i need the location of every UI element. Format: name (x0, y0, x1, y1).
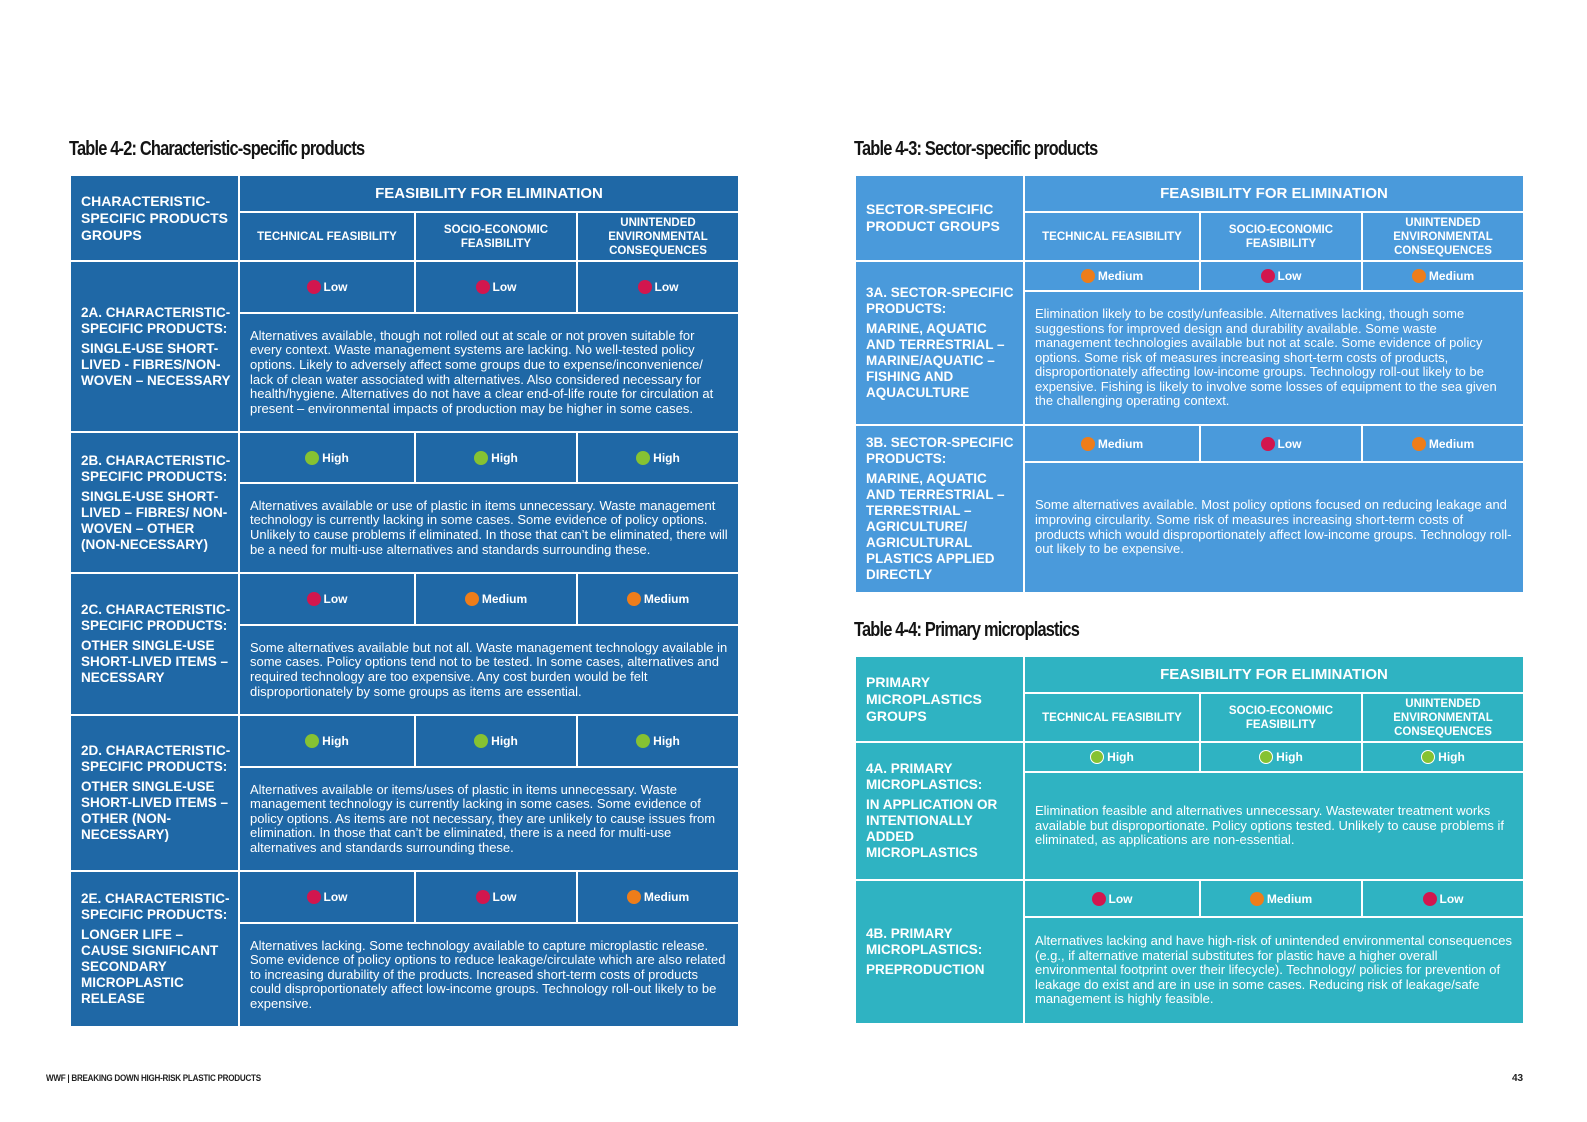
rating-label: Medium (1097, 269, 1144, 283)
table-4-2-caption: Table 4-2: Characteristic-specific products (69, 138, 365, 160)
row-title: 2C. CHARACTERISTIC-SPECIFIC PRODUCTS: (81, 602, 231, 633)
table-4-2 (69, 174, 740, 1028)
rating-label: Low (1277, 269, 1302, 283)
row-title: 4A. PRIMARY MICROPLASTICS: (866, 761, 983, 792)
table-4-4-caption: Table 4-4: Primary microplastics (854, 619, 1080, 641)
rating-socio-economic (415, 261, 577, 313)
rating-unintended (577, 261, 739, 313)
col-header-technical: TECHNICAL FEASIBILITY (239, 212, 415, 261)
rating-label: Medium (1266, 891, 1313, 906)
rating-label: High (322, 450, 349, 465)
table-4-4 (854, 655, 1525, 1025)
rating-label: Low (323, 280, 348, 294)
rating-socio-economic (415, 715, 577, 767)
rating-technical (1024, 742, 1200, 772)
rating-unintended (577, 871, 739, 923)
table-4-3-caption: Table 4-3: Sector-specific products (854, 138, 1098, 160)
rating-label: High (1107, 750, 1134, 764)
rating-socio-economic (415, 871, 577, 923)
row-description: Alternatives lacking. Some technology available to capture microplastic release. Some evidence of policy options to reduce leakage/circulate which are also related to increasing durability of the products. Increased short-term costs of products could disproportionately affect low-income groups. Technology roll-out likely to be expensive. (239, 923, 739, 1027)
row-subtitle: MARINE, AQUATIC AND TERRESTRIAL – TERRESTRIAL – AGRICULTURE/ AGRICULTURAL PLASTICS APPLIED DIRECTLY (866, 471, 1005, 582)
rating-label: High (1438, 750, 1465, 764)
feasibility-header: FEASIBILITY FOR ELIMINATION (239, 175, 739, 212)
row-header-2a (70, 261, 239, 432)
rating-label: Medium (643, 592, 690, 606)
medium-dot-icon (627, 890, 641, 904)
rating-label: Low (1439, 891, 1464, 906)
row-subtitle: OTHER SINGLE-USE SHORT-LIVED ITEMS – NECESSARY (81, 638, 229, 685)
row-subtitle: PREPRODUCTION (866, 962, 985, 977)
rating-label: Medium (643, 890, 690, 904)
rating-socio-economic (415, 432, 577, 483)
row-subtitle: MARINE, AQUATIC AND TERRESTRIAL – MARINE/AQUATIC – FISHING AND AQUACULTURE (866, 321, 1005, 400)
medium-dot-icon (1081, 437, 1095, 451)
low-dot-icon (638, 280, 652, 294)
rating-label: High (653, 450, 680, 465)
row-description: Some alternatives available. Most policy options focused on reducing leakage and improving circularity. Some risk of measures increasing short-term costs of products which would disproportionately affect low-income groups. Technology roll-out likely to be expensive. (1024, 462, 1524, 593)
row-header-2c (70, 573, 239, 715)
col-header-technical: TECHNICAL FEASIBILITY (1024, 212, 1200, 261)
medium-dot-icon (1250, 892, 1264, 906)
low-dot-icon (307, 592, 321, 606)
row-header-4b (855, 880, 1024, 1024)
rating-technical (239, 715, 415, 767)
low-dot-icon (476, 890, 490, 904)
col-header-unintended: UNINTENDED ENVIRONMENTAL CONSEQUENCES (1362, 212, 1524, 261)
rating-unintended (577, 573, 739, 625)
row-title: 3A. SECTOR-SPECIFIC PRODUCTS: (866, 285, 1014, 316)
row-subtitle: LONGER LIFE – CAUSE SIGNIFICANT SECONDARY MICROPLASTIC RELEASE (81, 927, 219, 1006)
rating-label: Medium (1428, 269, 1475, 283)
low-dot-icon (307, 280, 321, 294)
col-header-unintended: UNINTENDED ENVIRONMENTAL CONSEQUENCES (1362, 693, 1524, 742)
rating-label: Medium (481, 592, 528, 606)
row-header-3b (855, 425, 1024, 593)
low-dot-icon (1423, 892, 1437, 906)
row-description: Alternatives lacking and have high-risk of unintended environmental consequences (e.g., if alternative material substitutes for plastic have a higher overall environmental footprint over their lifecycle). Technology/ policies for prevention of leakage do exist and are in use in some cases. Reducing risk of leakage/safe management is highly feasible. (1024, 917, 1524, 1024)
rating-technical (239, 432, 415, 483)
rating-socio-economic (1200, 261, 1362, 291)
high-dot-icon (636, 734, 650, 748)
group-header: PRIMARY MICROPLASTICS GROUPS (855, 656, 1024, 742)
rating-unintended (1362, 742, 1524, 772)
row-title: 2A. CHARACTERISTIC-SPECIFIC PRODUCTS: (81, 304, 231, 336)
row-description: Alternatives available, though not rolled out at scale or not proven suitable for every context. Waste management systems are lacking. No well-tested policy options. Likely to adversely affect some groups due to expense/inconvenience/ lack of clean water associated with alternatives. Also considered necessary for health/hygiene. Alternatives do not have a clear end-of-life route for circulation at present – environmental impacts of production may be higher in some cases. (239, 313, 739, 432)
footer-publication-title: WWF | BREAKING DOWN HIGH-RISK PLASTIC PRODUCTS (46, 1073, 261, 1084)
feasibility-header: FEASIBILITY FOR ELIMINATION (1024, 175, 1524, 212)
row-subtitle: SINGLE-USE SHORT-LIVED - FIBRES/NON-WOVEN – NECESSARY (81, 340, 231, 388)
row-header-4a (855, 742, 1024, 880)
rating-technical (239, 573, 415, 625)
rating-technical (239, 871, 415, 923)
row-title: 4B. PRIMARY MICROPLASTICS: (866, 926, 983, 957)
col-header-socio-economic: SOCIO-ECONOMIC FEASIBILITY (1200, 693, 1362, 742)
rating-label: Low (1108, 891, 1133, 906)
medium-dot-icon (1412, 437, 1426, 451)
high-dot-icon (1090, 750, 1104, 764)
row-title: 2E. CHARACTERISTIC-SPECIFIC PRODUCTS: (81, 891, 230, 922)
high-dot-icon (474, 451, 488, 465)
medium-dot-icon (1412, 269, 1426, 283)
low-dot-icon (1261, 437, 1275, 451)
col-header-technical: TECHNICAL FEASIBILITY (1024, 693, 1200, 742)
low-dot-icon (1092, 892, 1106, 906)
rating-socio-economic (415, 573, 577, 625)
rating-label: Low (654, 280, 679, 294)
rating-label: Low (323, 890, 348, 904)
rating-unintended (1362, 880, 1524, 917)
high-dot-icon (305, 734, 319, 748)
high-dot-icon (474, 734, 488, 748)
rating-label: High (491, 450, 518, 465)
col-header-unintended: UNINTENDED ENVIRONMENTAL CONSEQUENCES (577, 212, 739, 261)
rating-socio-economic (1200, 742, 1362, 772)
row-description: Elimination feasible and alternatives unnecessary. Wastewater treatment works available but disproportionate. Policy options tested. Unlikely to cause problems if eliminated, as applications are non-essential. (1024, 772, 1524, 880)
rating-label: Medium (1097, 436, 1144, 451)
rating-technical (1024, 261, 1200, 291)
row-description: Elimination likely to be costly/unfeasible. Alternatives lacking, though some suggestions for improved design and durability available. Some waste management technologies available but not at scale. Some evidence of policy options. Some risk of measures increasing short-term costs of products, disproportionately affecting low-income groups. Technology roll-out likely to be expensive. Fishing is likely to involve some losses of equipment to the sea given the challenging operating context. (1024, 291, 1524, 425)
high-dot-icon (636, 451, 650, 465)
row-header-2b (70, 432, 239, 573)
row-description: Alternatives available or use of plastic in items unnecessary. Waste management technology is currently lacking in some cases. Some evidence of policy options. Unlikely to cause problems if eliminated. In those that can’t be eliminated, there will be a need for multi-use alternatives and standards surrounding these. (239, 483, 739, 573)
col-header-socio-economic: SOCIO-ECONOMIC FEASIBILITY (415, 212, 577, 261)
low-dot-icon (1261, 269, 1275, 283)
row-subtitle: IN APPLICATION OR INTENTIONALLY ADDED MICROPLASTICS (866, 797, 998, 860)
rating-label: High (491, 734, 518, 748)
group-header: SECTOR-SPECIFIC PRODUCT GROUPS (855, 175, 1024, 261)
rating-label: Low (1277, 436, 1302, 451)
low-dot-icon (307, 890, 321, 904)
row-description: Some alternatives available but not all. Waste management technology available in some cases. Policy options tend not to be tested. In some cases, alternatives and required technology are too expensive. Any cost burden would be felt disproportionately by some groups as items are essential. (239, 625, 739, 715)
medium-dot-icon (1081, 269, 1095, 283)
rating-unintended (577, 432, 739, 483)
row-header-2d (70, 715, 239, 871)
rating-technical (239, 261, 415, 313)
row-title: 2D. CHARACTERISTIC-SPECIFIC PRODUCTS: (81, 743, 231, 774)
rating-label: High (653, 734, 680, 748)
rating-socio-economic (1200, 880, 1362, 917)
row-header-2e (70, 871, 239, 1027)
rating-technical (1024, 425, 1200, 462)
col-header-socio-economic: SOCIO-ECONOMIC FEASIBILITY (1200, 212, 1362, 261)
row-title: 2B. CHARACTERISTIC-SPECIFIC PRODUCTS: (81, 452, 231, 484)
low-dot-icon (476, 280, 490, 294)
rating-unintended (1362, 261, 1524, 291)
feasibility-header: FEASIBILITY FOR ELIMINATION (1024, 656, 1524, 693)
high-dot-icon (1421, 750, 1435, 764)
page-number: 43 (1512, 1073, 1524, 1084)
rating-label: Low (492, 890, 517, 904)
rating-unintended (577, 715, 739, 767)
medium-dot-icon (627, 592, 641, 606)
high-dot-icon (1259, 750, 1273, 764)
rating-label: High (1276, 750, 1303, 764)
row-description: Alternatives available or items/uses of plastic in items unnecessary. Waste management technology is currently lacking in some cases. Some evidence of policy options. As items are not necessary, they are unlikely to cause issues from elimination. In those that can’t be eliminated, there is a need for multi-use alternatives and standards surrounding these. (239, 767, 739, 871)
row-title: 3B. SECTOR-SPECIFIC PRODUCTS: (866, 435, 1014, 466)
rating-label: Low (492, 280, 517, 294)
high-dot-icon (305, 451, 319, 465)
row-subtitle: SINGLE-USE SHORT-LIVED – FIBRES/ NON-WOVEN – OTHER (NON-NECESSARY) (81, 488, 228, 552)
rating-unintended (1362, 425, 1524, 462)
rating-technical (1024, 880, 1200, 917)
row-subtitle: OTHER SINGLE-USE SHORT-LIVED ITEMS – OTHER (NON-NECESSARY) (81, 779, 229, 842)
rating-label: High (322, 734, 349, 748)
rating-label: Medium (1428, 436, 1475, 451)
rating-label: Low (323, 592, 348, 606)
row-header-3a (855, 261, 1024, 425)
group-header: CHARACTERISTIC-SPECIFIC PRODUCTS GROUPS (70, 175, 239, 261)
table-4-3 (854, 174, 1525, 594)
medium-dot-icon (465, 592, 479, 606)
rating-socio-economic (1200, 425, 1362, 462)
